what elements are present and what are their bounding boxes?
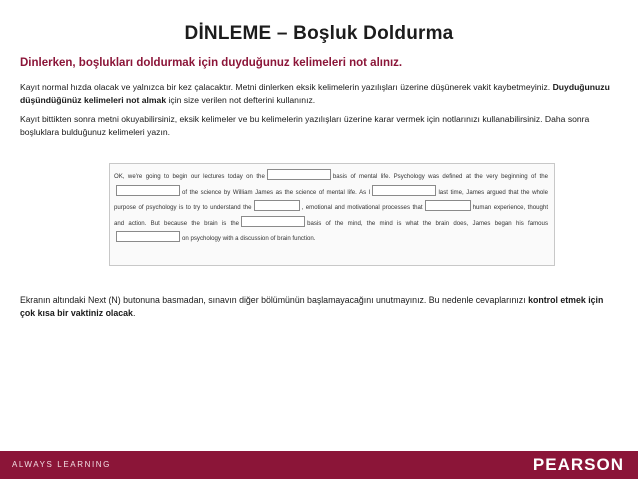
passage-segment: on psychology with a discussion of brain function. <box>182 235 316 242</box>
blank-input-7[interactable] <box>116 231 180 242</box>
instruction-paragraph-1 <box>20 81 620 107</box>
blank-input-2[interactable] <box>116 185 180 196</box>
instruction-bold-text: kontrol etmek için çok kısa bir vaktiniz olacak <box>20 295 604 318</box>
instruction-text: Ekranın altındaki Next (N) butonuna basmadan, sınavın diğer bölümünün başlamayacağını unutmayınız. Bu nedenle cevaplarınızı <box>20 295 529 305</box>
passage-segment: basis of the mind, the mind is what the brain does, James began his famous <box>307 219 548 227</box>
passage-segment: human experience, thought and action. But because the brain is the <box>114 204 549 227</box>
footer-bar <box>0 451 638 479</box>
instruction-paragraph-3 <box>20 294 620 320</box>
instruction-text: . <box>132 308 136 318</box>
footer-tagline: ALWAYS LEARNING <box>12 460 111 469</box>
passage-panel <box>109 163 555 266</box>
page-title: DİNLEME – Boşluk Doldurma <box>184 23 454 44</box>
instruction-text: için size verilen not defterini kullanınız. <box>166 95 316 105</box>
instruction-bold-text: Duyduğunuzu düşündüğünüz kelimeleri not almak <box>20 82 610 105</box>
passage-segment: , emotional and motivational processes that <box>301 204 423 211</box>
blank-input-4[interactable] <box>254 200 300 211</box>
blank-input-1[interactable] <box>267 169 331 180</box>
passage-segment: OK, we're going to begin our lectures today on the <box>114 173 265 180</box>
passage-text <box>114 169 548 247</box>
blank-input-5[interactable] <box>425 200 471 211</box>
brand-logo: PEARSON <box>532 455 624 474</box>
instruction-text: Kayıt normal hızda olacak ve yalnızca bir kez çalacaktır. Metni dinlerken eksik kelimelerin yazılışları üzerine düşünerek vakit kaybetmeyiniz. <box>20 82 553 92</box>
passage-segment: basis of mental life. Psychology was defined at the very beginning of the <box>332 173 548 180</box>
passage-segment: last time, James argued that the whole purpose of psychology is to try to understand the <box>114 188 548 211</box>
instruction-heading: Dinlerken, boşlukları doldurmak için duyduğunuz kelimeleri not alınız. <box>20 57 403 69</box>
blank-input-3[interactable] <box>372 185 436 196</box>
instruction-paragraph-2: Kayıt bittikten sonra metni okuyabilirsiniz, eksik kelimeler ve bu kelimelerin yazılışları üzerine karar vermek için notlarınızı kullanabilirsiniz. Daha sonra boşluklara bulduğunuz kelimeleri yazın. <box>20 114 590 137</box>
blank-input-6[interactable] <box>241 216 305 227</box>
passage-segment: of the science by William James as the science of mental life. As I <box>182 188 371 196</box>
